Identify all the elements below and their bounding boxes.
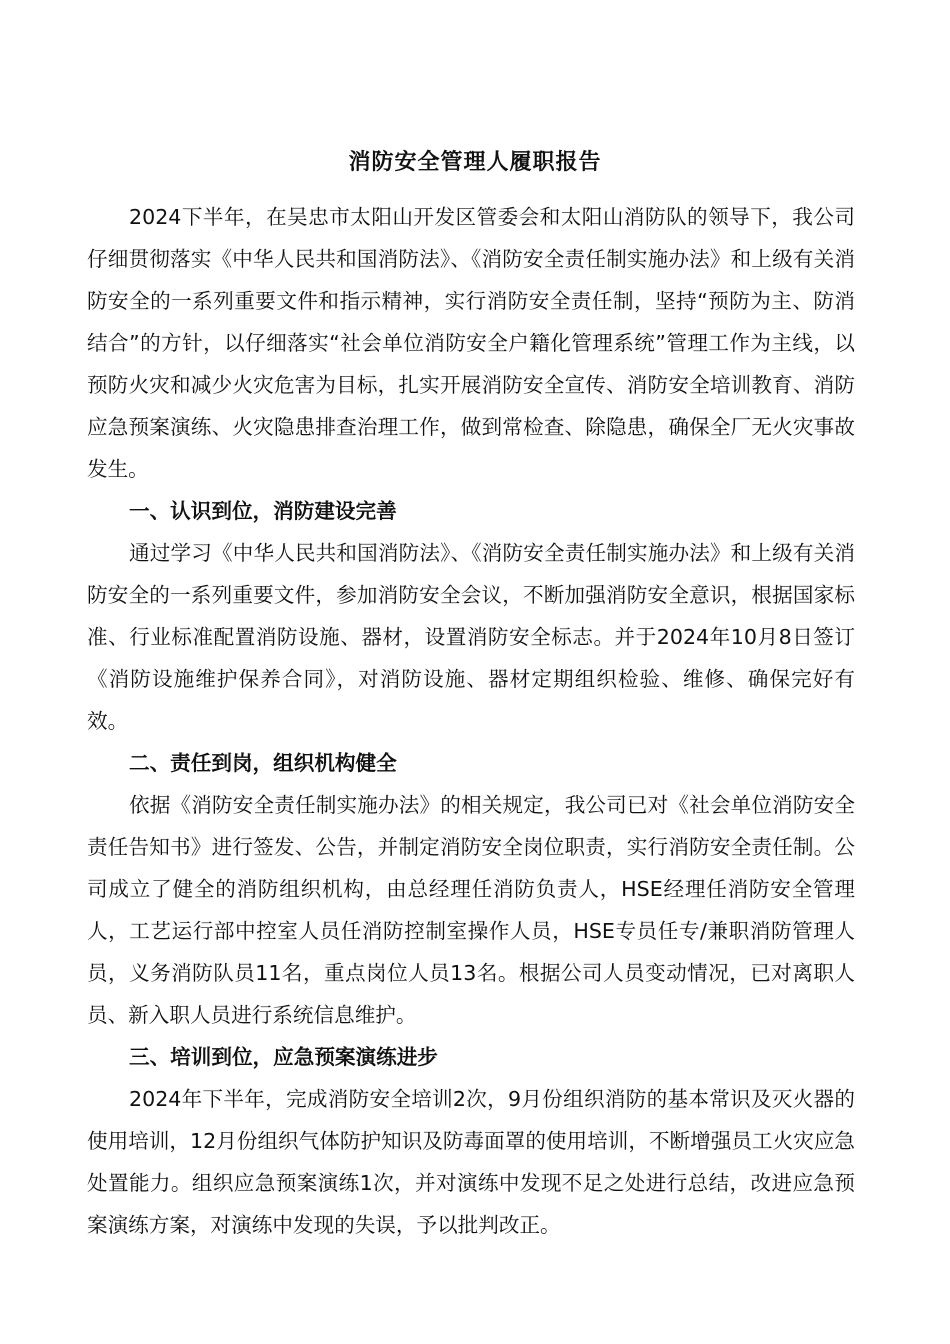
section-heading-1: 一、认识到位，消防建设完善	[129, 499, 397, 523]
section-heading-2: 二、责任到岗，组织机构健全	[129, 751, 397, 775]
document-body	[87, 196, 855, 1246]
section-paragraph-3: 2024年下半年，完成消防安全培训2次，9月份组织消防的基本常识及灭火器的使用培训，12月份组织气体防护知识及防毒面罩的使用培训，不断增强员工火灾应急处置能力。组织应急预案演练1次，并对演练中发现不足之处进行总结，改进应急预案演练方案，对演练中发现的失误，予以批判改正。	[87, 1087, 855, 1237]
section-heading-3: 三、培训到位，应急预案演练进步	[129, 1045, 438, 1069]
section-paragraph-2: 依据《消防安全责任制实施办法》的相关规定，我公司已对《社会单位消防安全责任告知书》进行签发、公告，并制定消防安全岗位职责，实行消防安全责任制。公司成立了健全的消防组织机构，由总经理任消防负责人，HSE经理任消防安全管理人，工艺运行部中控室人员任消防控制室操作人员，HSE专员任专/兼职消防管理人员，义务消防队员11名，重点岗位人员13名。根据公司人员变动情况，已对离职人员、新入职人员进行系统信息维护。	[87, 793, 855, 1027]
document-title: 消防安全管理人履职报告	[348, 150, 602, 175]
intro-paragraph: 2024下半年，在吴忠市太阳山开发区管委会和太阳山消防队的领导下，我公司仔细贯彻落实《中华人民共和国消防法》、《消防安全责任制实施办法》和上级有关消防安全的一系列重要文件和指示精神，实行消防安全责任制，坚持“预防为主、防消结合”的方针，以仔细落实“社会单位消防安全户籍化管理系统”管理工作为主线，以预防火灾和减少火灾危害为目标，扎实开展消防安全宣传、消防安全培训教育、消防应急预案演练、火灾隐患排查治理工作，做到常检查、除隐患，确保全厂无火灾事故发生。	[87, 205, 855, 481]
section-paragraph-1: 通过学习《中华人民共和国消防法》、《消防安全责任制实施办法》和上级有关消防安全的一系列重要文件，参加消防安全会议，不断加强消防安全意识，根据国家标准、行业标准配置消防设施、器材，设置消防安全标志。并于2024年10月8日签订《消防设施维护保养合同》，对消防设施、器材定期组织检验、维修、确保完好有效。	[87, 541, 855, 733]
